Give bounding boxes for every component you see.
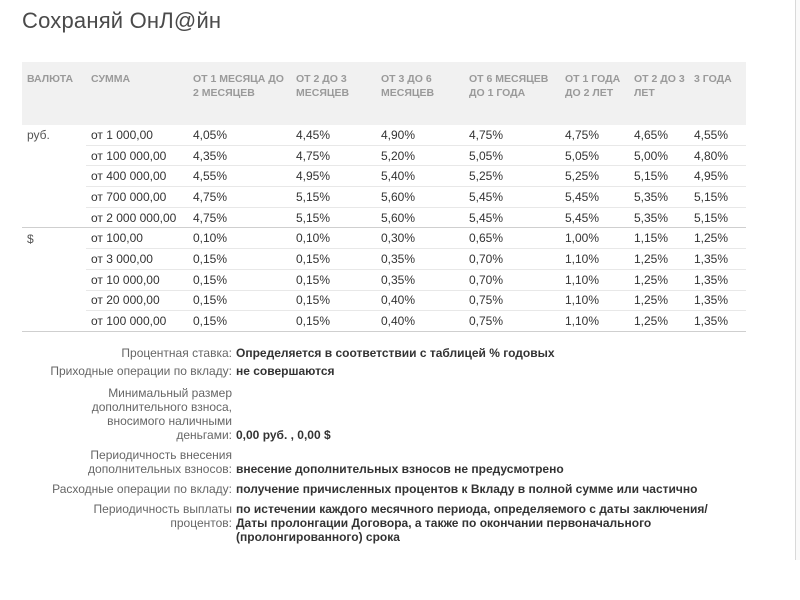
currency-cell-empty [22, 269, 86, 290]
condition-label: Расходные операции по вкладу: [52, 482, 232, 496]
rate-cell: 0,15% [291, 311, 376, 332]
rate-cell: 1,25% [689, 228, 746, 249]
rate-cell: 4,75% [464, 125, 560, 145]
rate-cell: 4,75% [560, 125, 629, 145]
rate-cell: 0,15% [291, 290, 376, 311]
rate-cell: 4,95% [689, 166, 746, 187]
table-header-row [22, 62, 746, 125]
rate-cell: 5,35% [629, 187, 689, 208]
rate-cell: 4,75% [291, 145, 376, 166]
header-term-1m-2m: ОТ 1 МЕСЯЦА ДО 2 МЕСЯЦЕВ [188, 62, 291, 125]
rate-cell: 5,45% [464, 187, 560, 208]
rate-cell: 1,35% [689, 311, 746, 332]
rate-cell: 5,15% [291, 187, 376, 208]
rate-cell: 0,15% [188, 249, 291, 270]
currency-cell: руб. [27, 128, 50, 143]
header-term-3m-6m: ОТ 3 ДО 6 МЕСЯЦЕВ [376, 62, 464, 125]
rate-cell: 4,45% [291, 125, 376, 145]
rate-cell: 0,10% [188, 228, 291, 249]
header-term-2y-3y: ОТ 2 ДО 3 ЛЕТ [629, 62, 689, 125]
rate-cell: 5,40% [376, 166, 464, 187]
condition-value: не совершаются [236, 364, 335, 378]
deposit-conditions [0, 346, 790, 548]
rate-cell: 4,90% [376, 125, 464, 145]
condition-value: 0,00 руб. , 0,00 $ [236, 428, 331, 442]
condition-row-interest-payment-frequency [0, 502, 790, 544]
rate-cell: 5,25% [560, 166, 629, 187]
rate-cell: 5,15% [689, 187, 746, 208]
rate-cell: 1,35% [689, 269, 746, 290]
condition-row-outgoing-operations [0, 482, 790, 496]
amount-cell: от 10 000,00 [86, 269, 188, 290]
rate-cell: 4,55% [689, 125, 746, 145]
condition-value: Определяется в соответствии с таблицей % годовых [236, 346, 555, 360]
rate-cell: 0,15% [291, 249, 376, 270]
table-row [22, 187, 746, 208]
condition-label: Периодичность внесения дополнительных взносов: [88, 448, 232, 476]
header-currency: ВАЛЮТА [22, 62, 86, 125]
currency-cell-empty [22, 311, 86, 332]
rate-cell: 5,25% [464, 166, 560, 187]
rate-cell: 5,20% [376, 145, 464, 166]
rate-cell: 1,10% [560, 249, 629, 270]
condition-value: получение причисленных процентов к Вкладу в полной сумме или частично [236, 482, 698, 496]
table-row [22, 269, 746, 290]
header-term-1y-2y: ОТ 1 ГОДА ДО 2 ЛЕТ [560, 62, 629, 125]
table-row [22, 311, 746, 332]
rate-cell: 1,10% [560, 290, 629, 311]
condition-label: Приходные операции по вкладу: [50, 364, 232, 378]
rate-cell: 1,00% [560, 228, 629, 249]
rate-cell: 5,15% [629, 166, 689, 187]
header-term-6m-1y: ОТ 6 МЕСЯЦЕВ ДО 1 ГОДА [464, 62, 560, 125]
currency-cell-empty [22, 290, 86, 311]
rate-cell: 4,35% [188, 145, 291, 166]
currency-cell-empty [22, 145, 86, 166]
page-title: Сохраняй ОнЛ@йн [22, 8, 222, 33]
amount-cell: от 20 000,00 [86, 290, 188, 311]
rate-cell: 0,75% [464, 311, 560, 332]
currency-cell-empty [22, 166, 86, 187]
rate-cell: 1,10% [560, 311, 629, 332]
rate-cell: 1,25% [629, 311, 689, 332]
amount-cell: от 400 000,00 [86, 166, 188, 187]
table-row [22, 290, 746, 311]
amount-cell: от 2 000 000,00 [86, 207, 188, 228]
rate-cell: 5,00% [629, 145, 689, 166]
rate-cell: 4,80% [689, 145, 746, 166]
rate-cell: 5,60% [376, 187, 464, 208]
table-row [22, 249, 746, 270]
header-term-2m-3m: ОТ 2 ДО 3 МЕСЯЦЕВ [291, 62, 376, 125]
currency-cell-empty [22, 249, 86, 270]
table-row [22, 166, 746, 187]
rate-cell: 0,30% [376, 228, 464, 249]
rate-cell: 5,35% [629, 207, 689, 228]
header-term-3y: 3 ГОДА [689, 62, 746, 125]
rate-cell: 0,15% [188, 311, 291, 332]
condition-row-additional-deposit-frequency [0, 448, 790, 476]
rate-cell: 1,25% [629, 290, 689, 311]
rates-table [22, 62, 746, 332]
table-row [22, 228, 746, 249]
rate-cell: 0,40% [376, 311, 464, 332]
amount-cell: от 100,00 [86, 228, 188, 249]
rate-cell: 0,15% [188, 269, 291, 290]
condition-row-interest-rate [0, 346, 790, 360]
rate-cell: 0,15% [188, 290, 291, 311]
table-row [22, 125, 746, 145]
rate-cell: 0,70% [464, 249, 560, 270]
rate-cell: 5,45% [560, 207, 629, 228]
rate-cell: 5,15% [689, 207, 746, 228]
rate-cell: 1,25% [629, 269, 689, 290]
condition-value: по истечении каждого месячного периода, определяемого с даты заключения/ Даты пролонгации Договора, а также по окончании первоначального (пролонгированного) срока [236, 502, 708, 544]
currency-cell-empty [22, 207, 86, 228]
rate-cell: 4,65% [629, 125, 689, 145]
rate-cell: 5,15% [291, 207, 376, 228]
amount-cell: от 100 000,00 [86, 145, 188, 166]
rate-cell: 0,35% [376, 269, 464, 290]
rate-cell: 1,35% [689, 290, 746, 311]
right-scroll-edge [795, 0, 800, 560]
condition-label: Минимальный размер дополнительного взноса, вносимого наличными деньгами: [91, 386, 232, 442]
condition-row-incoming-operations [0, 364, 790, 378]
rate-cell: 1,10% [560, 269, 629, 290]
amount-cell: от 1 000,00 [86, 125, 188, 145]
rate-cell: 4,05% [188, 125, 291, 145]
rate-cell: 0,75% [464, 290, 560, 311]
amount-cell: от 100 000,00 [86, 311, 188, 332]
header-amount: СУММА [86, 62, 188, 125]
rate-cell: 5,05% [560, 145, 629, 166]
rate-cell: 4,55% [188, 166, 291, 187]
rate-cell: 1,25% [629, 249, 689, 270]
currency-cell-empty [22, 187, 86, 208]
condition-label: Периодичность выплаты процентов: [93, 502, 232, 530]
rate-cell: 0,15% [291, 269, 376, 290]
rate-cell: 0,70% [464, 269, 560, 290]
rate-cell: 4,75% [188, 207, 291, 228]
rate-cell: 1,15% [629, 228, 689, 249]
condition-value: внесение дополнительных взносов не предусмотрено [236, 462, 564, 476]
condition-row-min-additional-deposit [0, 386, 790, 442]
rate-cell: 5,45% [464, 207, 560, 228]
amount-cell: от 3 000,00 [86, 249, 188, 270]
rate-cell: 0,65% [464, 228, 560, 249]
rate-cell: 5,05% [464, 145, 560, 166]
rate-cell: 4,95% [291, 166, 376, 187]
rate-cell: 5,60% [376, 207, 464, 228]
currency-cell: $ [27, 231, 34, 246]
table-row [22, 207, 746, 228]
condition-label: Процентная ставка: [121, 346, 232, 360]
rate-cell: 0,40% [376, 290, 464, 311]
rate-cell: 4,75% [188, 187, 291, 208]
table-row [22, 145, 746, 166]
rate-cell: 0,10% [291, 228, 376, 249]
rate-cell: 0,35% [376, 249, 464, 270]
rate-cell: 5,45% [560, 187, 629, 208]
amount-cell: от 700 000,00 [86, 187, 188, 208]
rate-cell: 1,35% [689, 249, 746, 270]
